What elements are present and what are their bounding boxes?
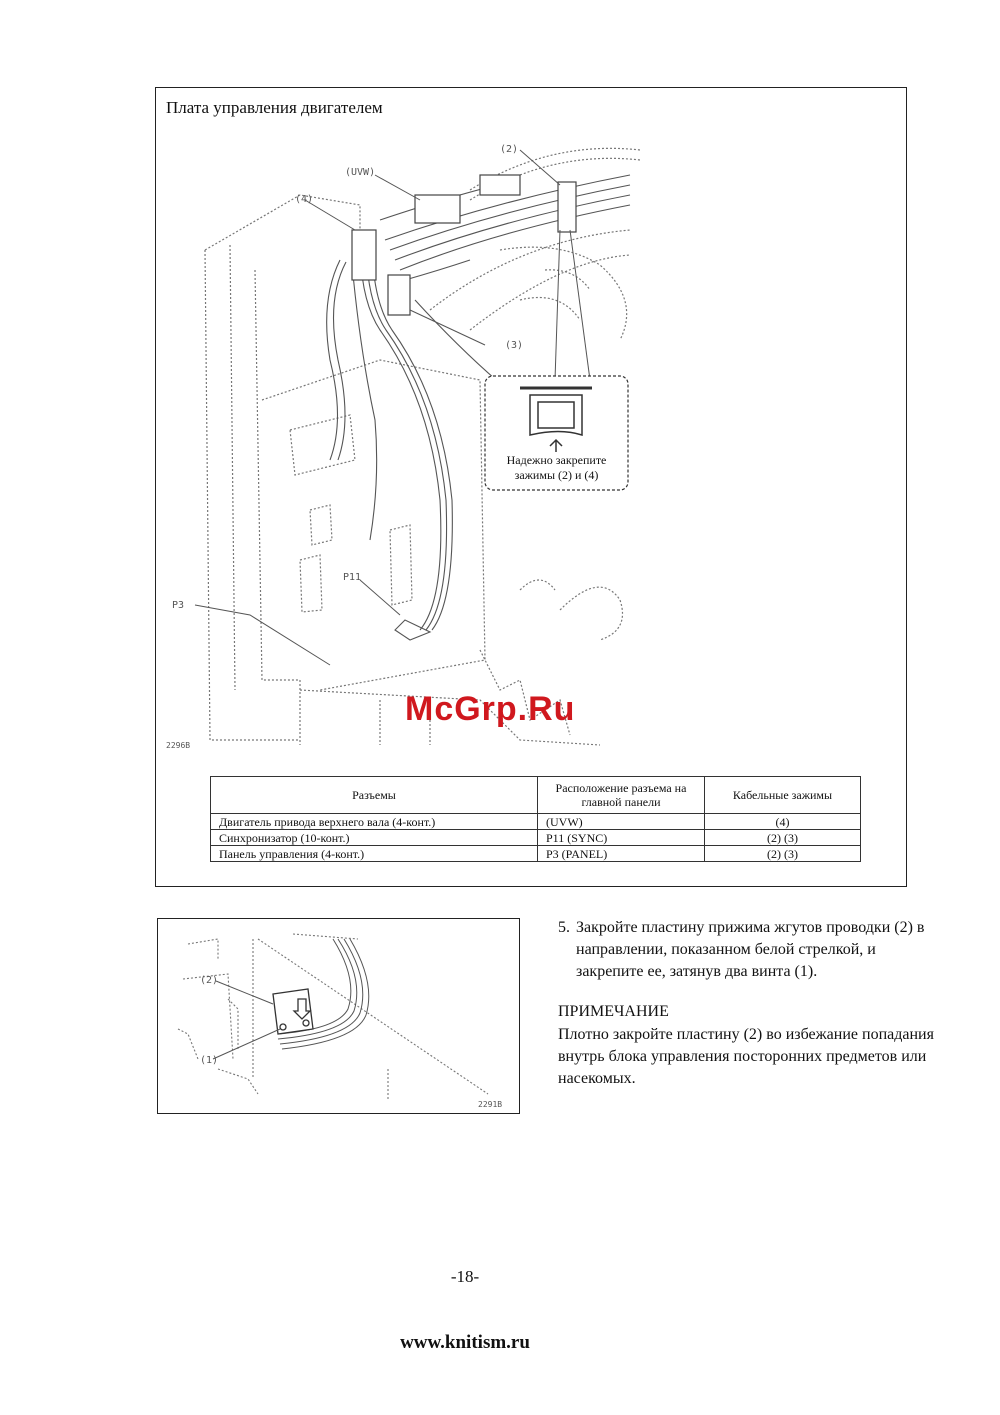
plate-diagram [158,919,518,1112]
cell-clamps: (2) (3) [705,830,861,846]
connector-table [210,776,861,862]
header-clamps: Кабельные зажимы [705,777,861,814]
callout-text: Надежно закрепите зажимы (2) и (4) [506,453,607,482]
label-clamp-3: (3) [505,340,524,351]
note-text: Плотно закройте пластину (2) во избежание попадания внутрь блока управления посторонних предметов или насекомых. [558,1026,934,1087]
header-location: Расположение разъема на главной панели [538,777,705,814]
step-text: Закройте пластину прижима жгутов проводки (2) в направлении, показанном белой стрелкой, и закрепите ее, затянув два винта (1). [576,919,925,980]
label-clamp-4: (4) [295,194,314,205]
header-connectors: Разъемы [211,777,538,814]
step-number: 5. [558,919,570,936]
cell-location: P3 (PANEL) [538,846,705,862]
table-row [211,814,861,830]
figure2-code: 2291B [478,1100,503,1109]
cell-connector: Панель управления (4-конт.) [211,846,538,862]
label-clamp-2: (2) [500,144,519,155]
cell-connector: Двигатель привода верхнего вала (4-конт.) [211,814,538,830]
site-url: www.knitism.ru [400,1332,530,1353]
figure-code: 2296B [166,741,191,750]
page-number: -18- [450,1267,480,1286]
note-heading: ПРИМЕЧАНИЕ [558,1003,669,1020]
table-row [211,830,861,846]
cell-location: (UVW) [538,814,705,830]
label-p11: P11 [343,572,362,583]
cell-connector: Синхронизатор (10-конт.) [211,830,538,846]
label-uvw: (UVW) [345,167,376,178]
cell-clamps: (4) [705,814,861,830]
cell-location: P11 (SYNC) [538,830,705,846]
step-5 [558,917,938,983]
label-p3: P3 [172,600,185,611]
label-plate: (2) [200,975,219,986]
label-screw: (1) [200,1055,219,1066]
plate-figure-frame [157,918,520,1114]
figure-title: Плата управления двигателем [166,98,383,117]
watermark: McGrp.Ru [405,690,576,728]
table-row [211,846,861,862]
cell-clamps: (2) (3) [705,846,861,862]
table-header-row [211,777,861,814]
